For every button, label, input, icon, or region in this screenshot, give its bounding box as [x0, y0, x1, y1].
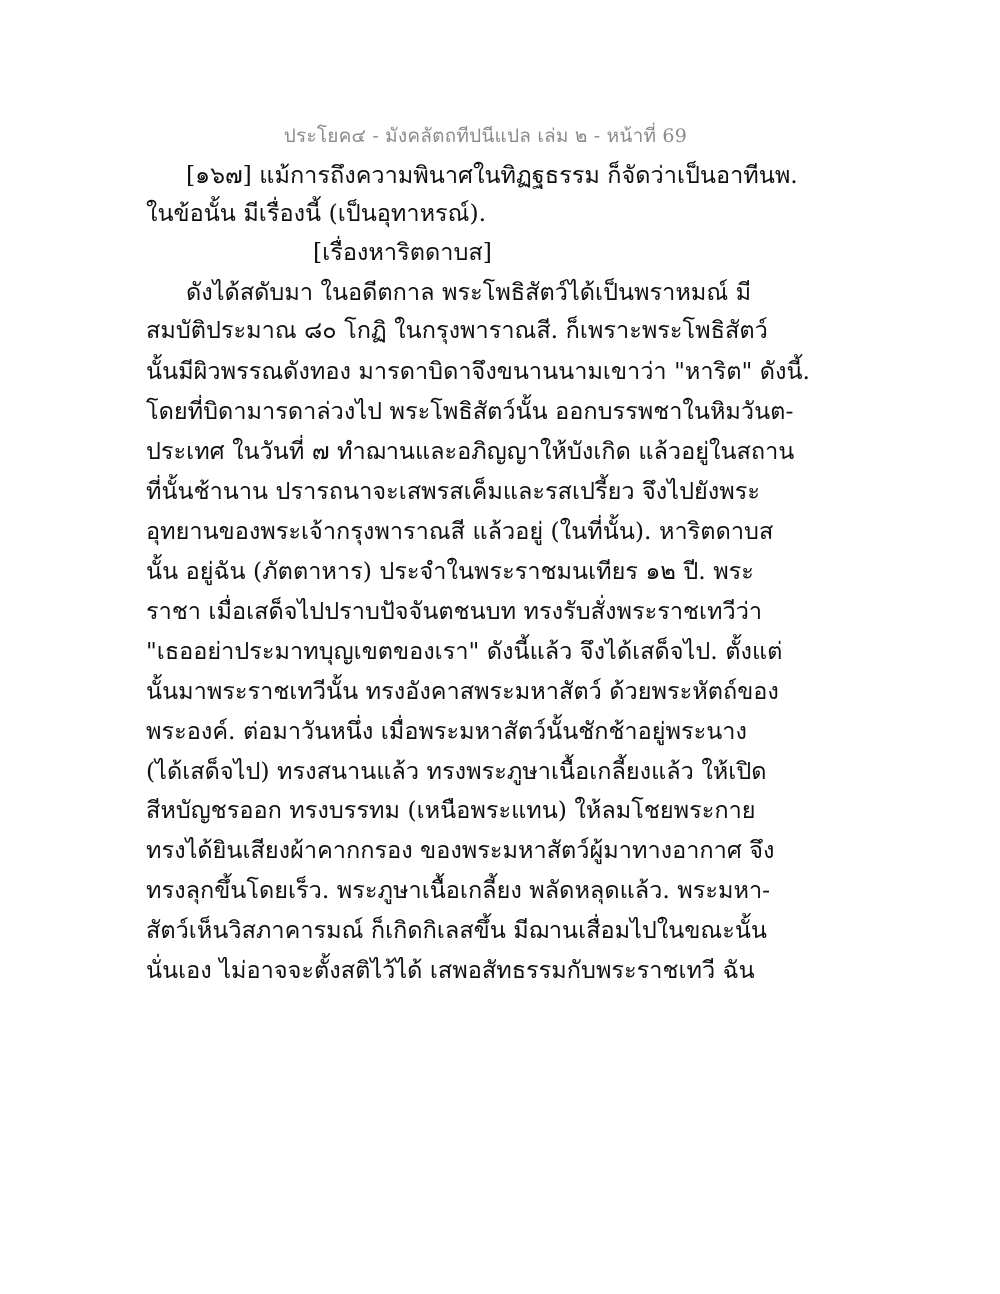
body-line-7: ประเทศ ในวันที่ ๗ ทำฌานและอภิญญาให้บังเกิด แล้วอยู่ในสถาน — [146, 437, 795, 465]
body-line-11: ราชา เมื่อเสด็จไปปราบปัจจันตชนบท ทรงรับสั่งพระราชเทวีว่า — [146, 597, 763, 625]
body-line-8: ที่นั้นช้านาน ปรารถนาจะเสพรสเค็มและรสเปรี้ยว จึงไปยังพระ — [146, 477, 760, 505]
body-line-9: อุทยานของพระเจ้ากรุงพาราณสี แล้วอยู่ (ในที่นั้น). หาริตดาบส — [146, 517, 774, 545]
body-line-4: สมบัติประมาณ ๘๐ โกฏิ ในกรุงพาราณสี. ก็เพราะพระโพธิสัตว์ — [146, 316, 768, 344]
body-line-20: นั่นเอง ไม่อาจจะตั้งสติไว้ได้ เสพอสัทธรรมกับพระราชเทวี ฉัน — [146, 956, 755, 984]
body-line-12: "เธออย่าประมาทบุญเขตของเรา" ดังนี้แล้ว จึงได้เสด็จไป. ตั้งแต่ — [146, 637, 783, 665]
body-line-18: ทรงลุกขึ้นโดยเร็ว. พระภูษาเนื้อเกลี้ยง พลัดหลุดแล้ว. พระมหา- — [146, 876, 771, 904]
body-line-14: พระองค์. ต่อมาวันหนึ่ง เมื่อพระมหาสัตว์นั้นชักช้าอยู่พระนาง — [146, 717, 747, 745]
body-line-10: นั้น อยู่ฉัน (ภัตตาหาร) ประจำในพระราชมนเทียร ๑๒ ปี. พระ — [146, 557, 754, 585]
body-line-2: ในข้อนั้น มีเรื่องนี้ (เป็นอุทาหรณ์). — [146, 199, 487, 227]
body-line-15: (ได้เสด็จไป) ทรงสนานแล้ว ทรงพระภูษาเนื้อเกลี้ยงแล้ว ให้เปิด — [146, 757, 767, 785]
body-line-6: โดยที่บิดามารดาล่วงไป พระโพธิสัตว์นั้น ออกบรรพชาในหิมวันต- — [146, 397, 794, 425]
body-line-1: [๑๖๗] แม้การถึงความพินาศในทิฏฐธรรม ก็จัดว่าเป็นอาทีนพ. — [186, 161, 798, 189]
body-line-16: สีหบัญชรออก ทรงบรรทม (เหนือพระแทน) ให้ลมโชยพระกาย — [146, 796, 756, 824]
body-line-19: สัตว์เห็นวิสภาคารมณ์ ก็เกิดกิเลสขึ้น มีฌานเสื่อมไปในขณะนั้น — [146, 916, 767, 944]
body-line-17: ทรงได้ยินเสียงผ้าคากกรอง ของพระมหาสัตว์ผู้มาทางอากาศ จึง — [146, 836, 775, 864]
body-line-13: นั้นมาพระราชเทวีนั้น ทรงอังคาสพระมหาสัตว์ ด้วยพระหัตถ์ของ — [146, 677, 779, 705]
body-line-3: ดังได้สดับมา ในอดีตกาล พระโพธิสัตว์ได้เป็นพราหมณ์ มี — [186, 278, 752, 306]
running-header: ประโยค๔ - มังคลัตถทีปนีแปล เล่ม ๒ - หน้าที่ 69 — [283, 125, 687, 147]
body-line-5: นั้นมีผิวพรรณดังทอง มารดาบิดาจึงขนานนามเขาว่า "หาริต" ดังนี้. — [146, 357, 811, 385]
story-title: [เรื่องหาริตดาบส] — [313, 238, 492, 266]
